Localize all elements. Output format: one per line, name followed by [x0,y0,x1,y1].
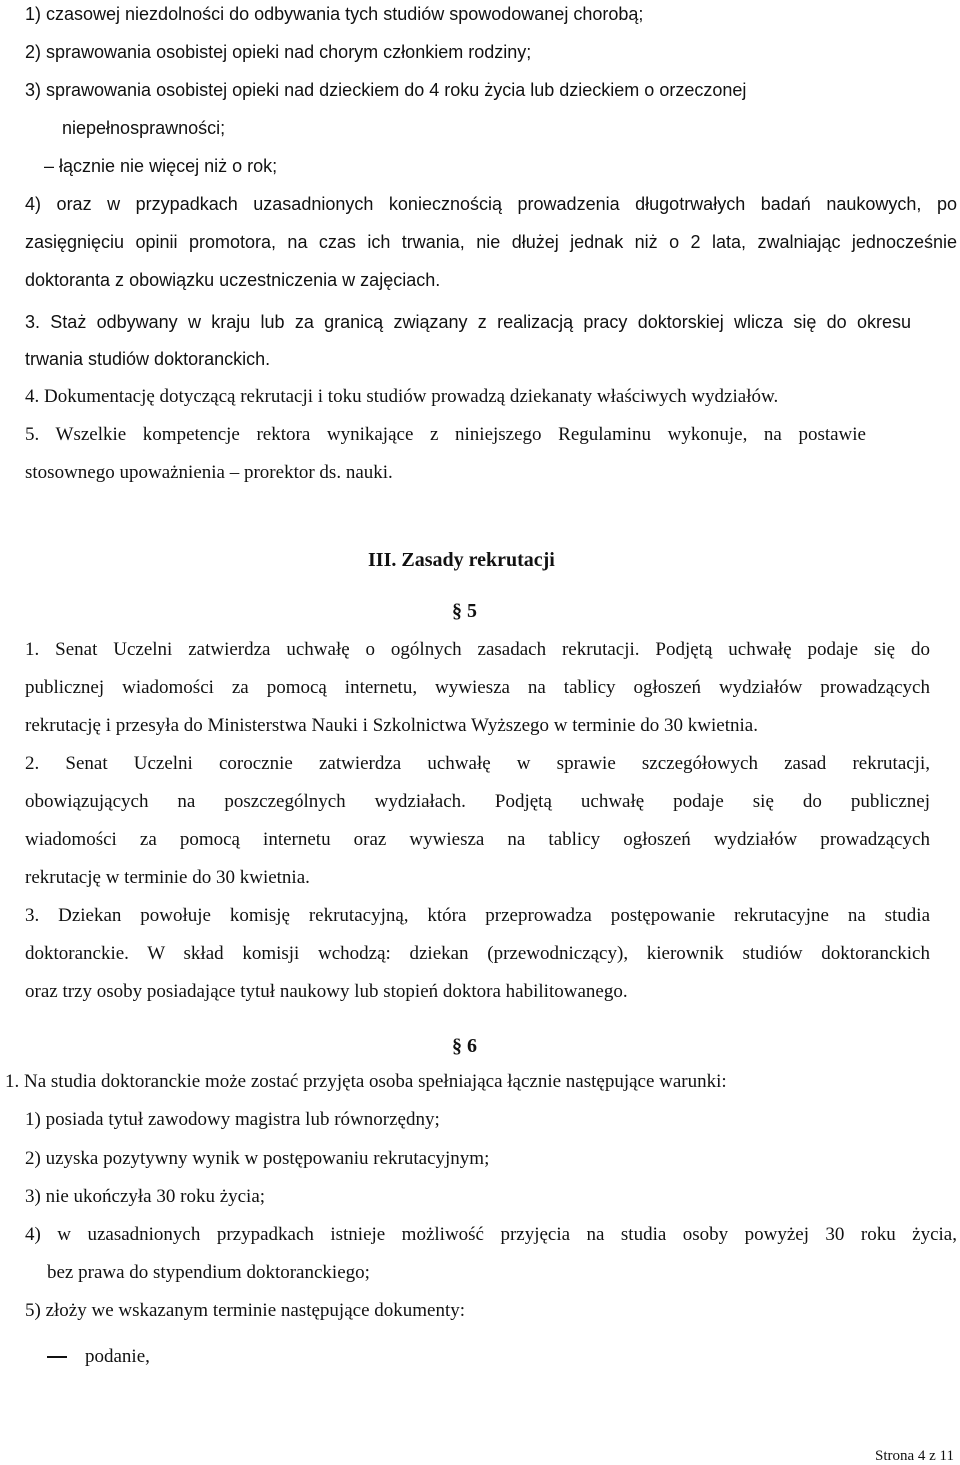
list-item-continuation: doktoranta z obowiązku uczestniczenia w zajęciach. [25,270,441,290]
condition-item: 5) złoży we wskazanym terminie następujące dokumenty: [25,1300,466,1321]
list-item: 1) czasowej niezdolności do odbywania tych studiów spowodowanej chorobą; [25,4,644,24]
section-6-title: § 6 [452,1035,477,1057]
paragraph-5-line: 5. Wszelkie kompetencje rektora wynikające z niniejszego Regulaminu wykonuje, na postawie [25,424,866,445]
condition-item: 4) w uzasadnionych przypadkach istnieje możliwość przyjęcia na studia osoby powyżej 30 roku życia, [25,1224,957,1245]
list-item: 3) sprawowania osobistej opieki nad dzieckiem do 4 roku życia lub dzieckiem o orzeczonej [25,80,747,100]
paragraph-5-line: stosownego upoważnienia – prorektor ds. nauki. [25,462,393,483]
page-number: Strona 4 z 11 [874,1448,954,1464]
condition-item-continuation: bez prawa do stypendium doktoranckiego; [47,1262,370,1283]
section-5-paragraph-3-line: doktoranckie. W skład komisji wchodzą: dziekan (przewodniczący), kierownik studiów doktoranckich [25,943,930,964]
chapter-heading: III. Zasady rekrutacji [368,549,555,571]
document-list-item: podanie, [85,1346,150,1367]
section-5-paragraph-1-line: 1. Senat Uczelni zatwierdza uchwałę o ogólnych zasadach rekrutacji. Podjętą uchwałę podaje się do [25,639,930,660]
section-5-paragraph-2-line: 2. Senat Uczelni corocznie zatwierdza uchwałę w sprawie szczegółowych zasad rekrutacji, [25,753,930,774]
section-5-paragraph-2-line: obowiązujących na poszczególnych wydziałach. Podjętą uchwałę podaje się do publicznej [25,791,930,812]
section-5-paragraph-1-line: publicznej wiadomości za pomocą internetu, wywiesza na tablicy ogłoszeń wydziałów prowadzących [25,677,930,698]
section-5-paragraph-2-line: wiadomości za pomocą internetu oraz wywiesza na tablicy ogłoszeń wydziałów prowadzących [25,829,930,850]
list-item-continuation: niepełnosprawności; [62,118,226,138]
section-6-intro: 1. Na studia doktoranckie może zostać przyjęta osoba spełniająca łącznie następujące warunki: [5,1071,727,1092]
paragraph-4: 4. Dokumentację dotyczącą rekrutacji i toku studiów prowadzą dziekanaty właściwych wydziałów. [25,386,779,407]
section-5-paragraph-3-line: 3. Dziekan powołuje komisję rekrutacyjną, która przeprowadza postępowanie rekrutacyjne na studia [25,905,930,926]
condition-item: 3) nie ukończyła 30 roku życia; [25,1186,266,1207]
list-item-continuation: zasięgnięciu opinii promotora, na czas ich trwania, nie dłużej jednak niż o 2 lata, zwalniając jednocześnie [25,232,957,252]
dash-bullet-icon [47,1356,67,1358]
list-summary: – łącznie nie więcej niż o rok; [44,156,278,176]
condition-item: 2) uzyska pozytywny wynik w postępowaniu rekrutacyjnym; [25,1148,490,1169]
section-5-title: § 5 [452,600,477,622]
section-5-paragraph-3-line: oraz trzy osoby posiadające tytuł naukowy lub stopień doktora habilitowanego. [25,981,628,1002]
paragraph-3-line: trwania studiów doktoranckich. [25,349,271,369]
list-item: 2) sprawowania osobistej opieki nad chorym członkiem rodziny; [25,42,532,62]
condition-item: 1) posiada tytuł zawodowy magistra lub równorzędny; [25,1109,440,1130]
section-5-paragraph-1-line: rekrutację i przesyła do Ministerstwa Nauki i Szkolnictwa Wyższego w terminie do 30 kwietnia. [25,715,758,736]
paragraph-3-line: 3. Staż odbywany w kraju lub za granicą związany z realizacją pracy doktorskiej wlicza się do okresu [25,312,911,332]
section-5-paragraph-2-line: rekrutację w terminie do 30 kwietnia. [25,867,310,888]
list-item: 4) oraz w przypadkach uzasadnionych koniecznością prowadzenia długotrwałych badań naukowych, po [25,194,957,214]
